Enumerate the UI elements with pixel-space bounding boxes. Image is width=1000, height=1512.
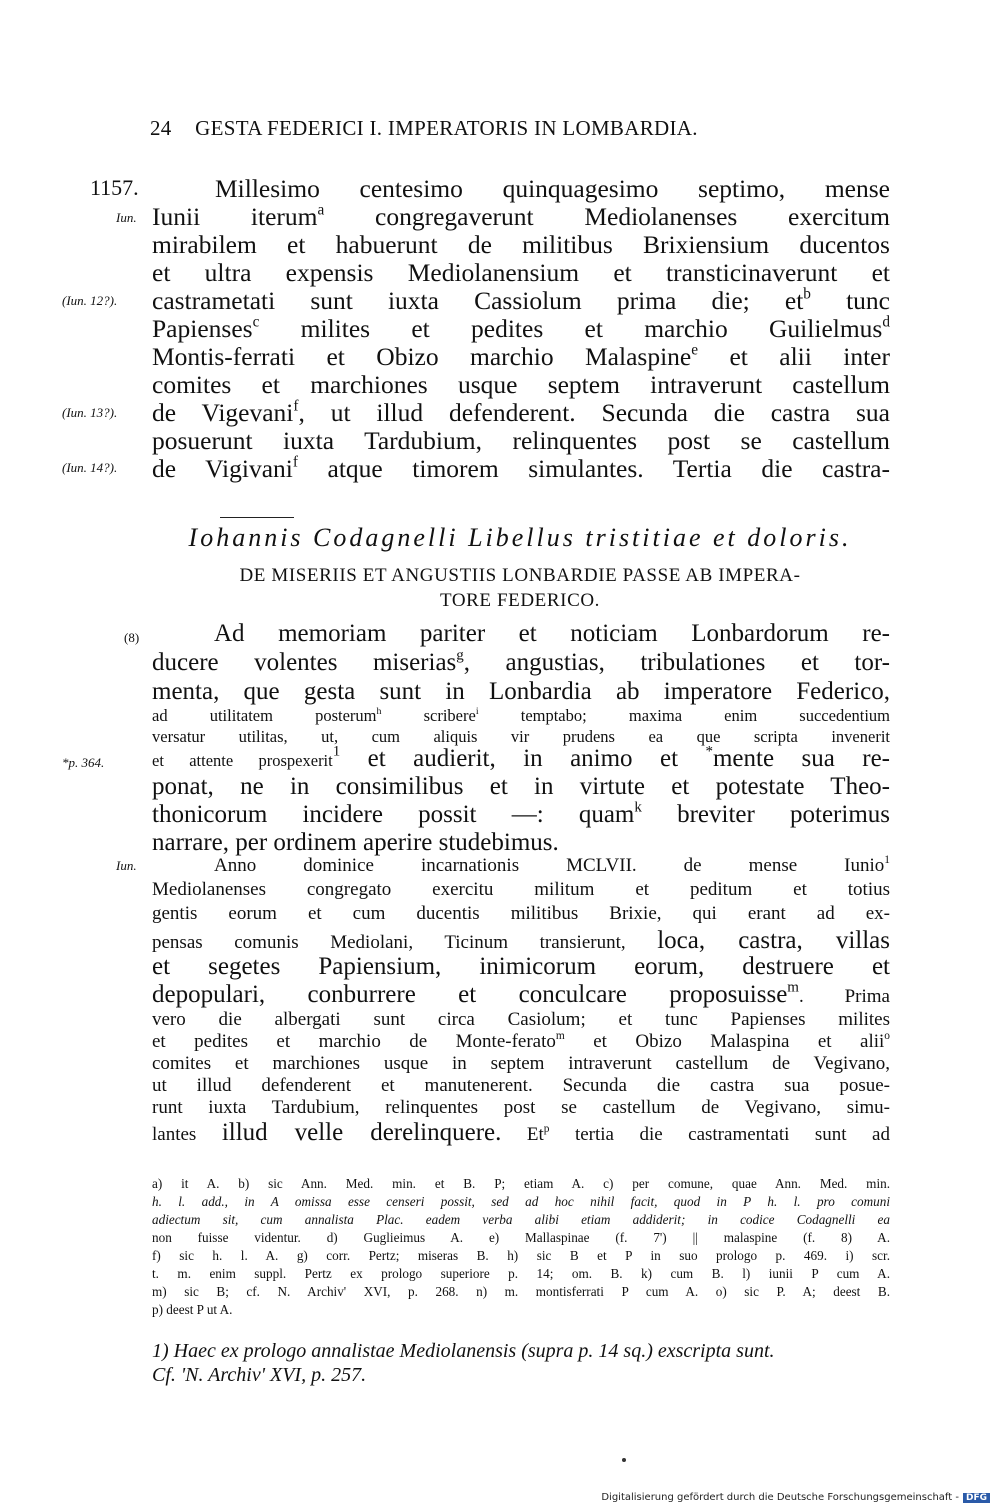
text-line: narrare, per ordinem aperire studebimus. (152, 829, 559, 856)
page-number: 24 (150, 116, 172, 140)
footnote-line: m) sic B; cf. N. Archiv' XVI, p. 268. n) m. montisferrati P cum A. o) sic P. A; deest B. (152, 1284, 890, 1299)
running-title: GESTA FEDERICI I. IMPERATORIS IN LOMBARDIA. (195, 116, 698, 140)
running-header (150, 116, 890, 141)
margin-date: Iun. (116, 210, 137, 225)
text-line: ducere volentes miserias$^g$, angustias, tribulationes et tor- (152, 647, 890, 676)
text-line: de Vigivani$^f$ atque timorem simulantes. Tertia die castra- (152, 453, 890, 483)
footer-text: Digitalisierung gefördert durch die Deutsche Forschungsgemeinschaft - (601, 1492, 959, 1503)
text-line: ut illud defenderent et manutenerent. Secunda die castra sua posue- (152, 1075, 890, 1096)
text-line: depopulari, conburrere et conculcare proposuisse$^m$. Prima (152, 979, 890, 1008)
text-line: gentis eorum et cum ducentis militibus Brixie, qui erant ad ex- (152, 903, 890, 924)
text-line: ponat, ne in consimilibus et in virtute et potestate Theo- (152, 773, 890, 800)
text-line: pensas comunis Mediolani, Ticinum transierunt, loca, castra, villas (152, 927, 890, 954)
footnote-line: h. l. add., in A omissa esse censeri possit, sed ad hoc nihil facit, quod in P h. l. pro comuni (152, 1194, 890, 1209)
text-line: et ultra expensis Mediolanensium et transticinaverunt et (152, 258, 890, 287)
dfg-logo-icon: DFG (963, 1493, 990, 1503)
footnote-line: f) sic h. l. A. g) corr. Pertz; miseras B. h) sic B et P in suo prologo p. 469. i) scr. (152, 1248, 890, 1263)
text-line: ad utilitatem posterum$^h$ scribere$^i$ temptabo; maxima enim succedentium (152, 706, 891, 725)
text-line: Montis-ferrati et Obizo marchio Malaspine$^e$ et alii inter (152, 341, 890, 371)
text-line: Iunii iterum$^a$ congregaverunt Mediolanenses exercitum (152, 201, 890, 231)
text-line: lantes illud velle derelinquere. Et$^p$ tertia die castramentati sunt ad (152, 1119, 890, 1146)
endnote-line: 1) Haec ex prologo annalistae Mediolanensis (supra p. 14 sq.) exscripta sunt. (152, 1340, 775, 1362)
text-line: mirabilem et habuerunt de militibus Brixiensium ducentos (152, 230, 890, 259)
text-line: Papienses$^c$ milites et pedites et marchio Guilielmus$^d$ (152, 313, 891, 343)
digitization-footer (601, 1492, 990, 1503)
text-line: et segetes Papiensium, inimicorum eorum, destruere et (152, 953, 890, 980)
margin-date: Iun. (116, 858, 137, 873)
footnote-line: non fuisse videntur. d) Guglieimus A. e) Mallaspinae (f. 7') || malaspine (f. 8) A. (152, 1230, 890, 1245)
text-line: versatur utilitas, ut, cum aliquis vir prudens ea que scripta invenerit (152, 727, 890, 746)
text-line: runt iuxta Tardubium, relinquentes post se castellum de Vegivano, simu- (152, 1097, 890, 1118)
text-line: comites et marchiones usque in septem intraverunt castellum de Vegivano, (152, 1053, 890, 1074)
text-line: comites et marchiones usque septem intraverunt castellum (152, 370, 890, 399)
endnote-line: Cf. 'N. Archiv' XVI, p. 257. (152, 1364, 367, 1386)
footnote-line: adiectum sit, cum annalista Plac. eadem verba alibi etiam addiderit; in codice Codagnelli ea (152, 1212, 890, 1227)
section-heading: DE MISERIIS ET ANGUSTIIS LONBARDIE PASSE AB IMPERA- (239, 565, 801, 586)
section-title: Iohannis Codagnelli Libellus tristitiae et doloris. (188, 523, 852, 552)
margin-date: (Iun. 12?). (62, 293, 118, 308)
text-line: de Vigevani$^f$, ut illud defenderent. Secunda die castra sua (152, 397, 891, 427)
text-line: vero die albergati sunt circa Casiolum; et tunc Papienses milites (152, 1009, 890, 1030)
margin-date: (Iun. 13?). (62, 405, 118, 420)
section-heading: TORE FEDERICO. (439, 590, 601, 611)
page-dot-mark (622, 1458, 626, 1462)
text-line: thonicorum incidere possit —: quam$^k$ breviter poterimus (152, 799, 890, 828)
text-line: posuerunt iuxta Tardubium, relinquentes post se castellum (152, 426, 890, 455)
text-line: et attente prospexerit$^1$ et audierit, in animo et *mente sua re- (152, 743, 891, 772)
text-line: Ad memoriam pariter et noticiam Lonbardorum re- (214, 620, 890, 647)
text-line: Anno dominice incarnationis MCLVII. de mense Iunio$^1$ (214, 854, 890, 876)
text-line: Millesimo centesimo quinquagesimo septimo, mense (215, 174, 890, 203)
margin-date: (Iun. 14?). (62, 460, 118, 475)
text-line: Mediolanenses congregato exercitu militum et peditum et totius (152, 879, 890, 900)
footnote-line: a) it A. b) sic Ann. Med. min. et B. P; etiam A. c) per comune, quae Ann. Med. min. (152, 1176, 890, 1191)
text-line: castrametati sunt iuxta Cassiolum prima die; $et^b$ tunc (152, 285, 890, 315)
text-line: menta, que gesta sunt in Lonbardia ab imperatore Federico, (152, 678, 890, 705)
margin-page-ref: *p. 364. (62, 755, 105, 770)
margin-year: 1157. (90, 175, 139, 200)
text-line: et pedites et marchio de Monte-ferato$^m$ et Obizo Malaspina et alii$^o$ (152, 1030, 890, 1052)
section-divider (220, 517, 294, 518)
footnote-line: p) deest P ut A. (152, 1302, 233, 1317)
footnote-line: t. m. enim suppl. Pertz ex prologo superiore p. 14; om. B. k) cum B. l) iunii P cum A. (152, 1266, 890, 1281)
margin-number: (8) (124, 630, 140, 645)
